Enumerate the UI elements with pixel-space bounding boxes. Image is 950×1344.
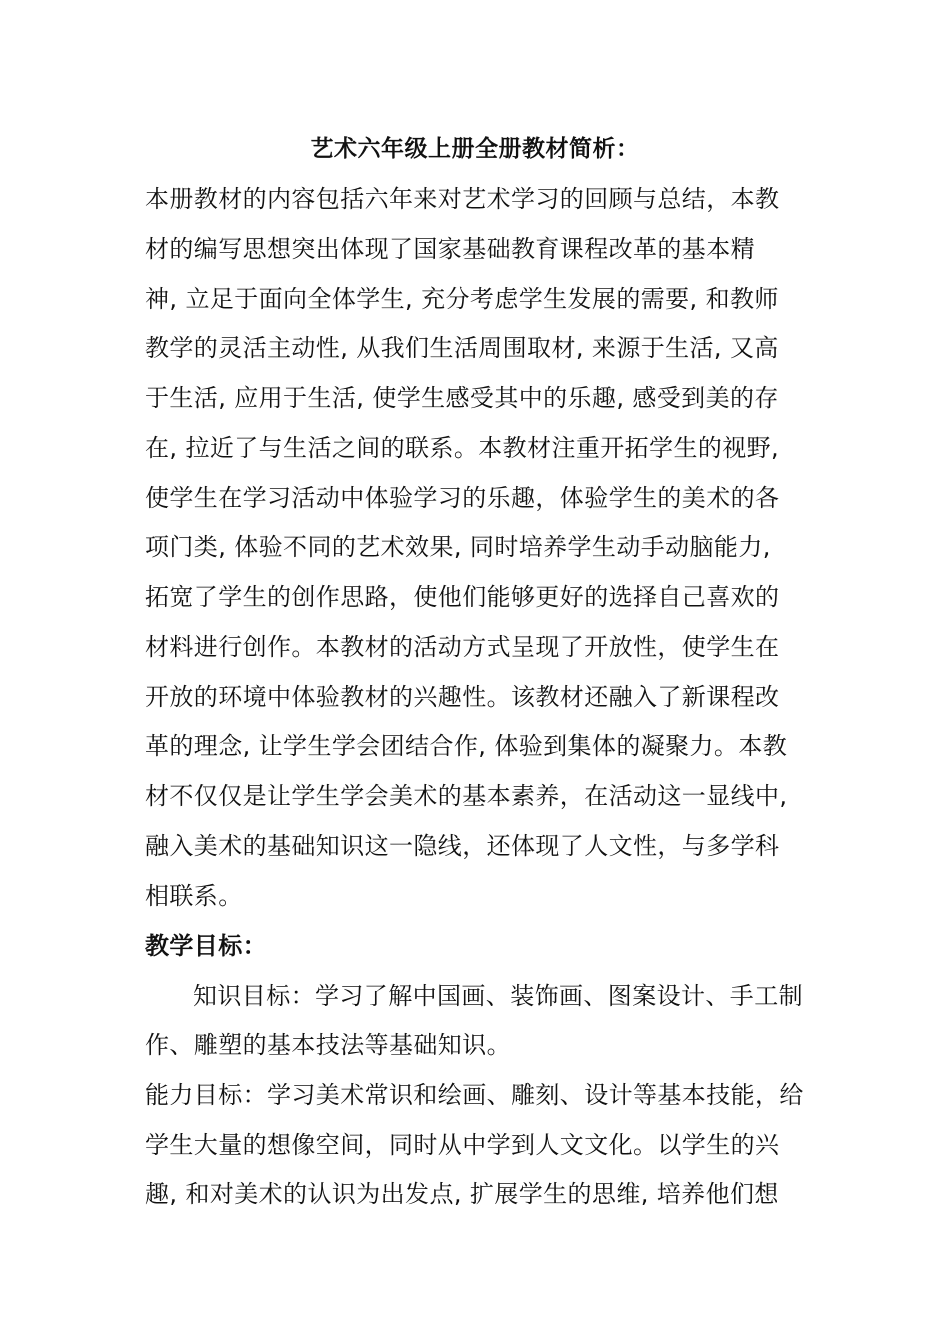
intro-line-4: 教学的灵活主动性, 从我们生活周围取材, 来源于生活, 又高	[145, 334, 779, 362]
intro-line-14: 融入美术的基础知识这一隐线，还体现了人文性，与多学科	[145, 832, 780, 860]
teaching-goals-heading: 教学目标：	[145, 932, 267, 960]
intro-line-9: 拓宽了学生的创作思路，使他们能够更好的选择自己喜欢的	[145, 583, 780, 611]
knowledge-goal-line-2: 作、雕塑的基本技法等基础知识。	[145, 1031, 511, 1059]
intro-line-2: 材的编写思想突出体现了国家基础教育课程改革的基本精	[145, 235, 755, 263]
ability-goal-line-2: 学生大量的想像空间，同时从中学到人文文化。以学生的兴	[145, 1131, 780, 1159]
intro-line-15: 相联系。	[145, 882, 243, 910]
intro-line-12: 革的理念, 让学生学会团结合作, 体验到集体的凝聚力。本教	[145, 732, 788, 760]
ability-goal-line-1: 能力目标：学习美术常识和绘画、雕刻、设计等基本技能，给	[145, 1081, 804, 1109]
intro-line-1: 本册教材的内容包括六年来对艺术学习的回顾与总结，本教	[145, 185, 780, 213]
intro-line-10: 材料进行创作。本教材的活动方式呈现了开放性，使学生在	[145, 633, 780, 661]
intro-line-11: 开放的环境中体验教材的兴趣性。该教材还融入了新课程改	[145, 683, 780, 711]
document-title: 艺术六年级上册全册教材简析：	[310, 136, 640, 162]
intro-line-8: 项门类, 体验不同的艺术效果, 同时培养学生动手动脑能力,	[145, 533, 771, 561]
intro-line-3: 神, 立足于面向全体学生, 充分考虑学生发展的需要, 和教师	[145, 285, 779, 313]
knowledge-goal-line-1: 知识目标：学习了解中国画、装饰画、图案设计、手工制	[193, 982, 803, 1010]
intro-line-6: 在, 拉近了与生活之间的联系。本教材注重开拓学生的视野,	[145, 434, 780, 462]
intro-line-5: 于生活, 应用于生活, 使学生感受其中的乐趣, 感受到美的存	[145, 384, 779, 412]
ability-goal-line-3: 趣, 和对美术的认识为出发点, 扩展学生的思维, 培养他们想	[145, 1180, 779, 1208]
intro-line-13: 材不仅仅是让学生学会美术的基本素养，在活动这一显线中,	[145, 782, 788, 810]
intro-line-7: 使学生在学习活动中体验学习的乐趣，体验学生的美术的各	[145, 484, 780, 512]
